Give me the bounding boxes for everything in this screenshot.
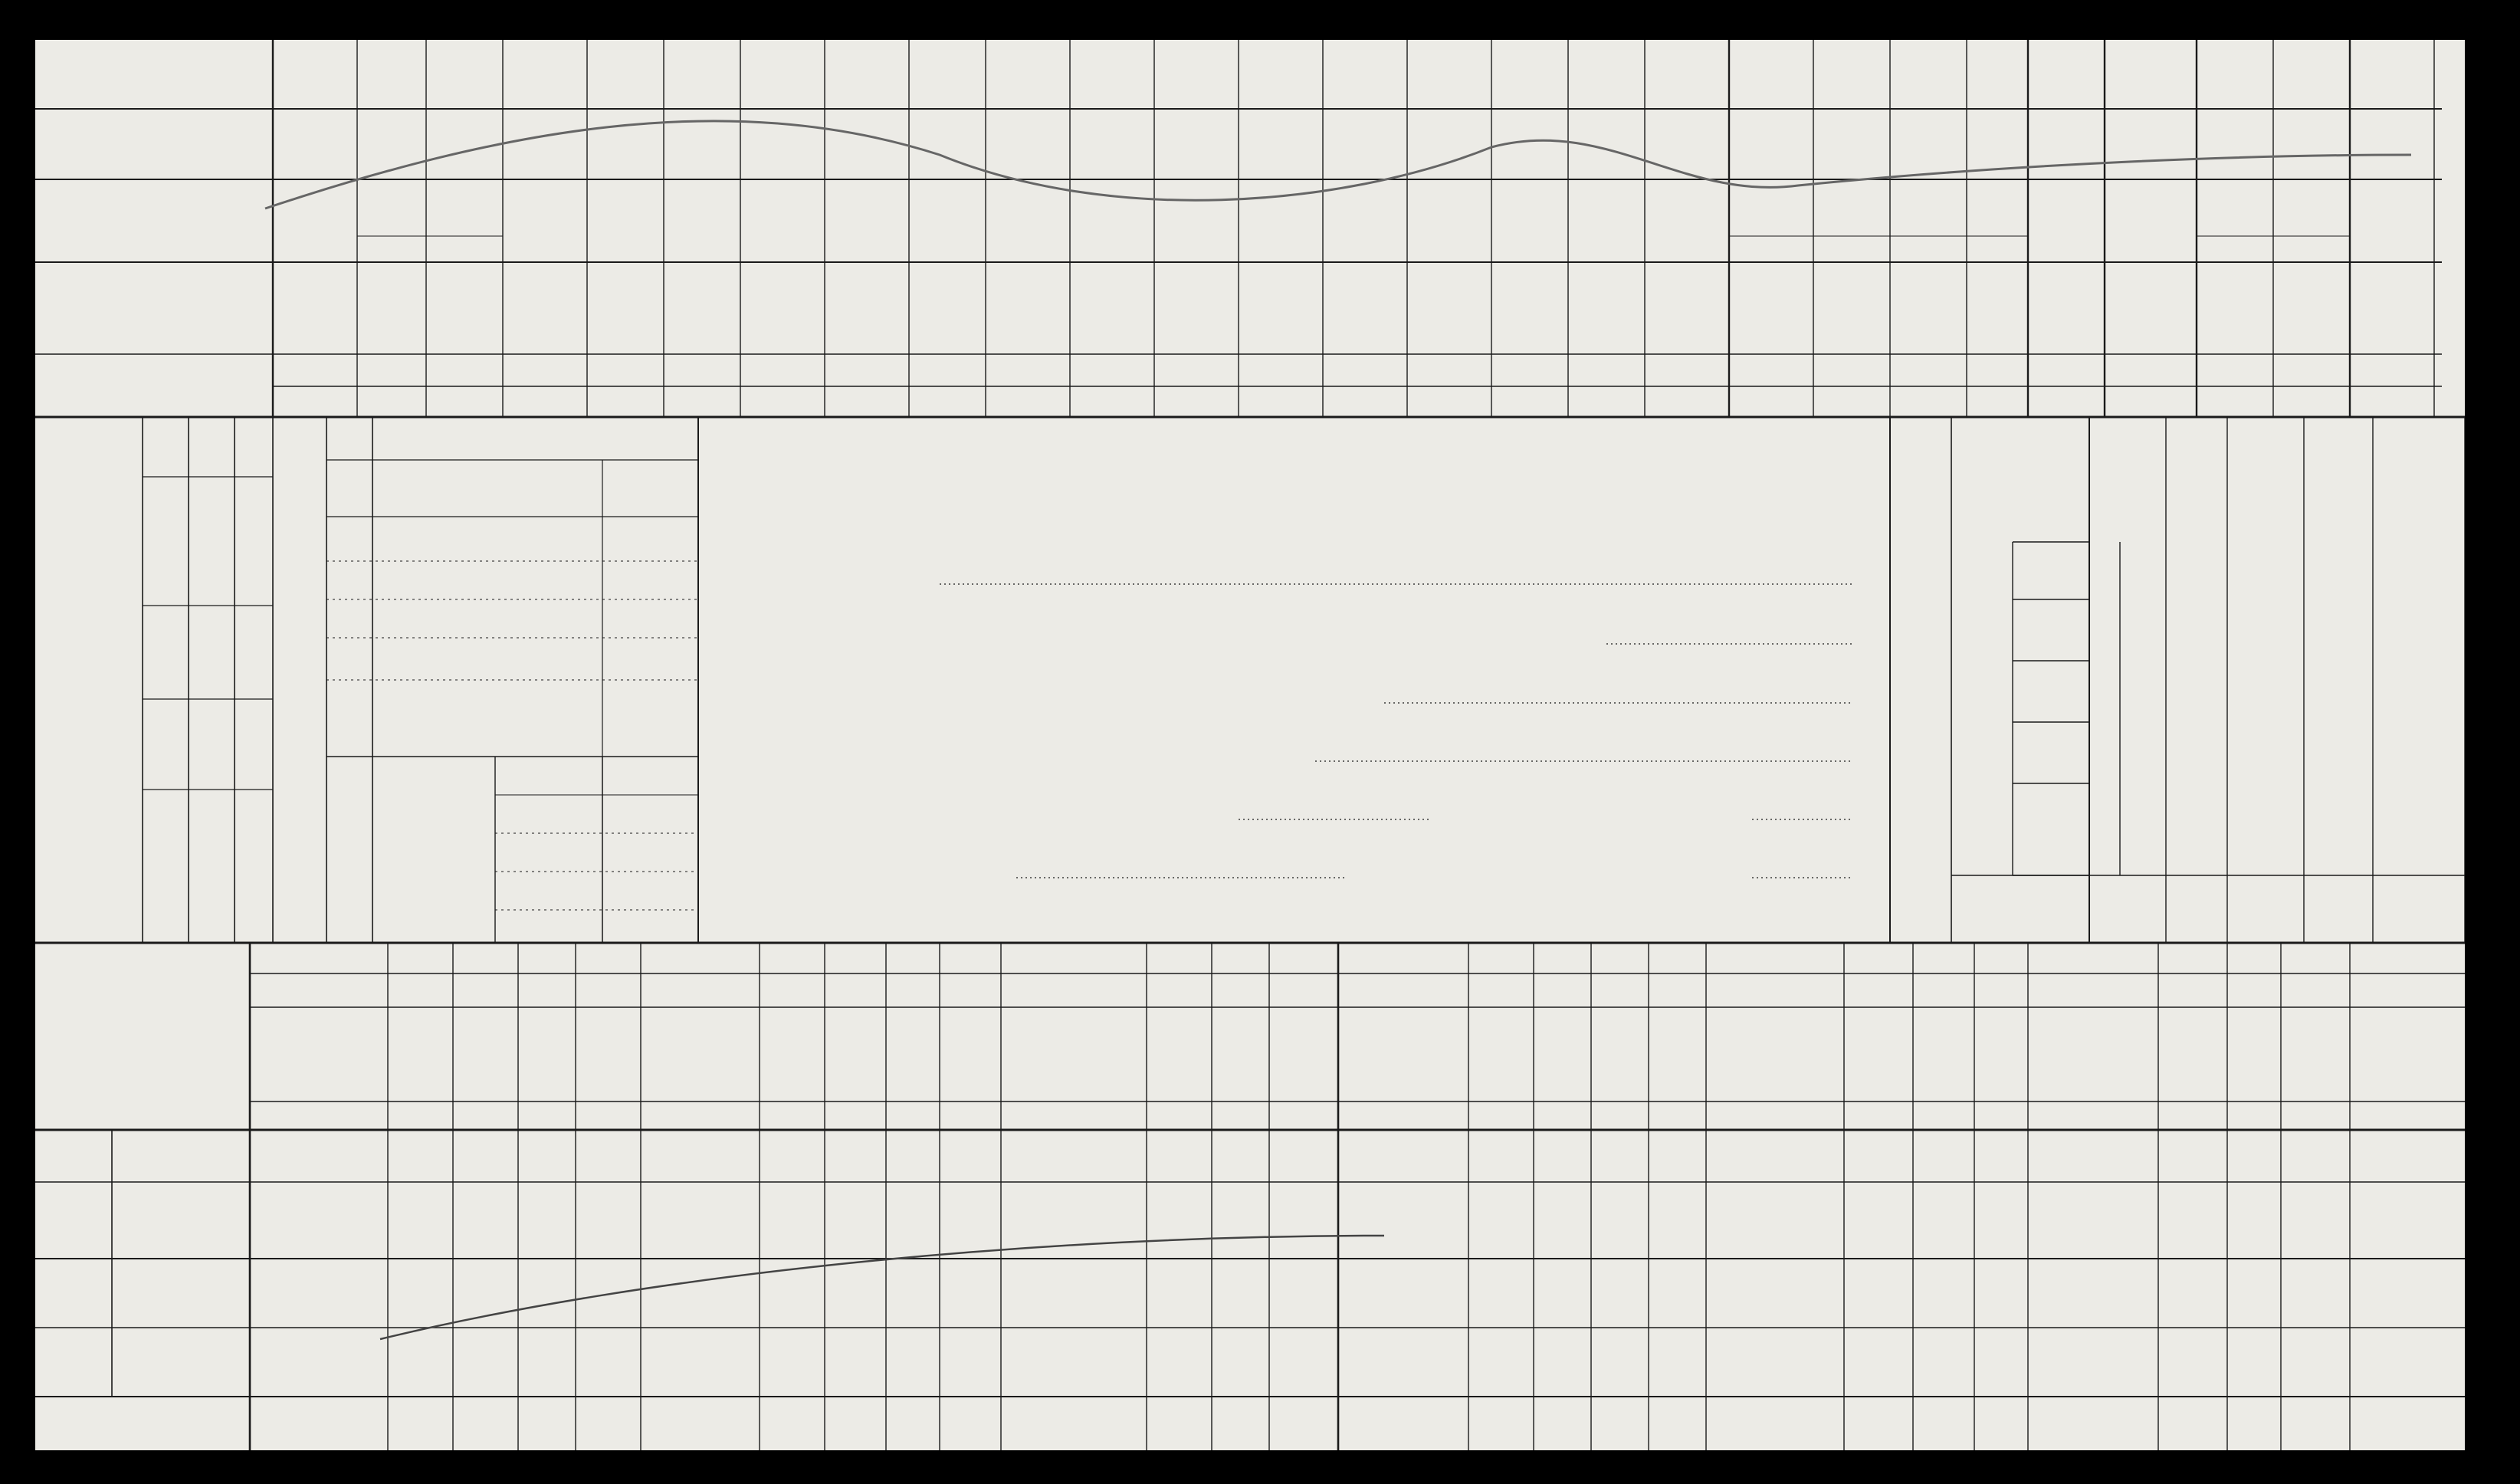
pencil-curve-bottom (380, 1236, 1384, 1339)
form-grid-lines (35, 40, 2465, 1450)
census-form-sheet (35, 40, 2465, 1450)
